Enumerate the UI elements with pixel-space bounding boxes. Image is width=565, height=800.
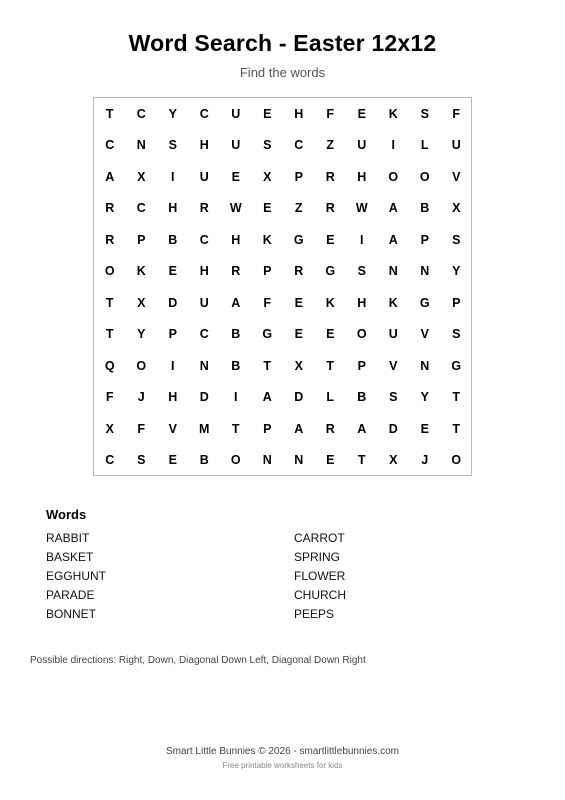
grid-cell: I [171,169,175,184]
grid-cell: X [137,295,146,310]
grid-cell: G [451,358,462,373]
grid-cell: P [420,232,429,247]
grid-cell: A [388,201,398,216]
grid-cell: A [105,169,115,184]
page-subtitle: Find the words [239,65,326,80]
grid-cell: S [389,390,398,405]
word-item: BASKET [46,550,94,564]
grid-cell: T [105,106,114,121]
grid-cell: K [262,232,272,247]
grid-cell: N [294,453,304,468]
grid-cell: K [388,295,398,310]
grid-cell: N [136,138,146,153]
grid-cell: U [357,138,367,153]
grid-cell: I [391,138,395,153]
grid-cell: C [199,327,209,342]
word-item: EGGHUNT [46,569,106,583]
grid-cell: G [325,264,336,279]
grid-cell: X [294,358,303,373]
grid-cell: B [420,201,430,216]
grid-cell: U [231,138,241,153]
grid-cell: T [105,327,114,342]
grid-cell: T [357,453,366,468]
grid-cell: A [388,232,398,247]
footer-tagline: Free printable worksheets for kids [222,761,343,770]
grid-cell: H [294,106,304,121]
grid-cell: R [325,201,335,216]
grid-cell: O [419,169,430,184]
grid-cell: E [168,264,177,279]
grid-cell: J [137,390,145,405]
grid-cell: N [420,358,430,373]
grid-cell: C [294,138,304,153]
grid-cell: A [262,390,272,405]
grid-cell: O [230,453,241,468]
grid-cell: R [325,169,335,184]
word-item: RABBIT [46,531,90,545]
grid-cell: P [357,358,366,373]
grid-cell: Y [168,106,177,121]
grid-cell: I [360,232,364,247]
grid-cell: Z [326,138,335,153]
grid-cell: O [388,169,399,184]
grid-cell: A [357,421,367,436]
grid-cell: Z [294,201,303,216]
grid-cell: E [168,453,177,468]
grid-cell: V [168,421,177,436]
grid-cell: F [452,106,461,121]
grid-cell: Q [104,358,115,373]
grid-cell: J [421,453,429,468]
grid-cell: H [357,169,367,184]
grid-cell: F [105,390,114,405]
grid-cell: T [452,390,461,405]
grid-cell: D [199,390,209,405]
word-item: PARADE [46,588,95,602]
grid-cell: O [104,264,115,279]
grid-cell: A [294,421,304,436]
grid-cell: C [199,106,209,121]
grid-cell: N [262,453,272,468]
grid-cell: E [420,421,429,436]
grid-cell: O [136,358,147,373]
grid-cell: V [389,358,398,373]
grid-cell: F [137,421,146,436]
grid-cell: N [420,264,430,279]
grid-cell: R [294,264,304,279]
grid-cell: S [168,138,177,153]
grid-cell: A [231,295,241,310]
grid-cell: B [199,453,209,468]
grid-cell: B [231,358,241,373]
grid-cell: V [452,169,461,184]
grid-cell: P [294,169,303,184]
grid-cell: T [326,358,335,373]
grid-cell: K [388,106,398,121]
footer-credit: Smart Little Bunnies © 2026 - smartlittlebunnies.com [165,746,400,757]
grid-cell: P [137,232,146,247]
grid-cell: C [105,453,115,468]
grid-cell: Y [452,264,461,279]
grid-cell: U [231,106,241,121]
grid-cell: K [136,264,146,279]
grid-cell: U [199,295,209,310]
grid-cell: H [231,232,241,247]
word-item: BONNET [46,607,97,621]
grid-cell: E [294,327,303,342]
grid-cell: O [451,453,462,468]
grid-cell: C [136,106,146,121]
grid-cell: T [452,421,461,436]
grid-cell: L [420,138,429,153]
grid-cell: D [388,421,398,436]
grid-cell: X [452,201,461,216]
grid-cell: M [199,421,210,436]
grid-cell: V [420,327,429,342]
grid-cell: W [355,201,368,216]
grid-cell: E [294,295,303,310]
grid-cell: Y [137,327,146,342]
grid-cell: X [263,169,272,184]
word-item: FLOWER [294,569,346,583]
grid-cell: X [389,453,398,468]
grid-cell: P [263,421,272,436]
grid-cell: H [199,138,209,153]
grid-cell: I [171,358,175,373]
grid-cell: P [452,295,461,310]
grid-cell: T [263,358,272,373]
word-item: CARROT [294,531,345,545]
grid-cell: U [199,169,209,184]
grid-cell: S [452,232,461,247]
grid-cell: G [262,327,273,342]
grid-cell: N [388,264,398,279]
word-item: CHURCH [294,588,346,602]
grid-cell: U [451,138,461,153]
grid-cell: S [452,327,461,342]
grid-cell: C [199,232,209,247]
grid-cell: D [294,390,304,405]
grid-cell: B [231,327,241,342]
grid-cell: H [357,295,367,310]
grid-cell: E [263,201,272,216]
grid-cell: S [137,453,146,468]
grid-cell: R [105,201,115,216]
grid-cell: H [199,264,209,279]
grid-cell: T [105,295,114,310]
grid-cell: E [326,453,335,468]
grid-cell: S [420,106,429,121]
grid-cell: R [231,264,241,279]
directions-note: Possible directions: Right, Down, Diagonal Down Left, Diagonal Down Right [30,655,366,666]
grid-cell: H [168,390,178,405]
grid-cell: E [326,232,335,247]
grid-cell: X [137,169,146,184]
grid-cell: S [357,264,366,279]
word-item: SPRING [294,550,341,564]
grid-cell: R [325,421,335,436]
grid-cell: E [263,106,272,121]
grid-cell: O [356,327,367,342]
grid-cell: P [168,327,177,342]
grid-cell: I [234,390,238,405]
grid-cell: E [326,327,335,342]
grid-cell: D [168,295,178,310]
grid-cell: T [231,421,240,436]
grid-cell: U [388,327,398,342]
grid-cell: Y [420,390,429,405]
grid-cell: S [263,138,272,153]
grid-cell: B [168,232,178,247]
grid-cell: F [326,106,335,121]
word-item: PEEPS [294,607,335,621]
grid-cell: C [136,201,146,216]
grid-cell: G [293,232,304,247]
grid-cell: E [231,169,240,184]
grid-cell: G [419,295,430,310]
grid-cell: R [105,232,115,247]
page-title: Word Search - Easter 12x12 [128,30,437,56]
grid-cell: L [326,390,335,405]
words-heading: Words [46,507,87,522]
grid-cell: E [357,106,366,121]
grid-cell: N [199,358,209,373]
grid-cell: F [263,295,272,310]
grid-cell: H [168,201,178,216]
grid-cell: P [263,264,272,279]
grid-cell: R [199,201,209,216]
grid-cell: W [229,201,242,216]
grid-cell: K [325,295,335,310]
grid-cell: C [105,138,115,153]
grid-cell: X [105,421,114,436]
grid-cell: B [357,390,367,405]
letter-grid [93,97,472,476]
